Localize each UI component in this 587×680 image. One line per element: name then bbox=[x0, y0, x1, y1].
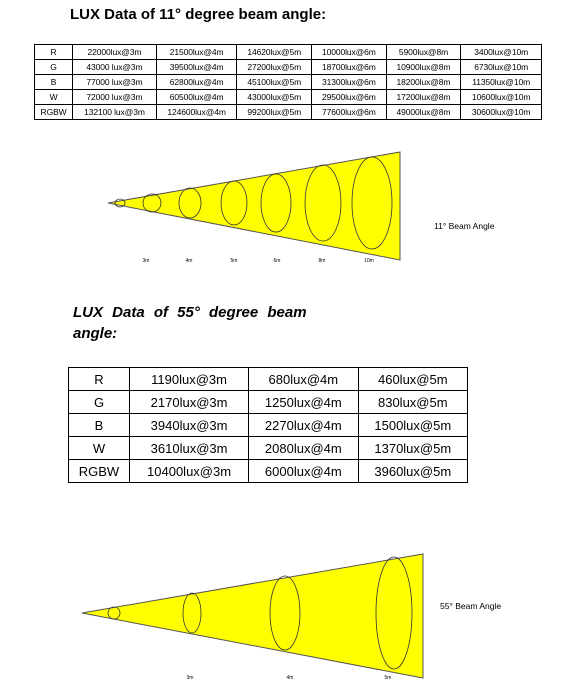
lux-table-55-degree bbox=[68, 367, 468, 483]
lux-value-cell: 1370lux@5m bbox=[358, 437, 467, 460]
lux-table-55-body bbox=[69, 368, 468, 483]
table-row bbox=[69, 368, 468, 391]
beam-label-11: 11° Beam Angle bbox=[434, 221, 495, 231]
lux-value-cell: 460lux@5m bbox=[358, 368, 467, 391]
beam-cone-55 bbox=[82, 554, 423, 678]
distance-label: 3m bbox=[142, 258, 150, 264]
distance-label: 4m bbox=[286, 675, 294, 680]
table-row bbox=[69, 391, 468, 414]
lux-value-cell: 3940lux@3m bbox=[130, 414, 249, 437]
lux-value-cell: 29500lux@6m bbox=[312, 90, 387, 105]
lux-table-11-body bbox=[35, 45, 542, 120]
lux-value-cell: 124600lux@4m bbox=[156, 105, 237, 120]
table-row bbox=[35, 60, 542, 75]
lux-value-cell: 17200lux@8m bbox=[386, 90, 461, 105]
lux-value-cell: 2080lux@4m bbox=[249, 437, 358, 460]
table-row bbox=[69, 437, 468, 460]
lux-value-cell: 27200lux@5m bbox=[237, 60, 312, 75]
beam-label-55: 55° Beam Angle bbox=[440, 601, 502, 611]
beam-diagram-55-degree bbox=[0, 545, 587, 680]
table-row bbox=[69, 414, 468, 437]
lux-value-cell: 2170lux@3m bbox=[130, 391, 249, 414]
row-label-cell: B bbox=[69, 414, 130, 437]
distance-label: 4m bbox=[185, 258, 193, 264]
distance-label: 6m bbox=[273, 258, 281, 264]
lux-value-cell: 62800lux@4m bbox=[156, 75, 237, 90]
lux-value-cell: 72000 lux@3m bbox=[73, 90, 157, 105]
lux-value-cell: 14620lux@5m bbox=[237, 45, 312, 60]
lux-value-cell: 31300lux@6m bbox=[312, 75, 387, 90]
lux-value-cell: 830lux@5m bbox=[358, 391, 467, 414]
row-label-cell: W bbox=[69, 437, 130, 460]
lux-value-cell: 680lux@4m bbox=[249, 368, 358, 391]
lux-value-cell: 60500lux@4m bbox=[156, 90, 237, 105]
table-row bbox=[69, 460, 468, 483]
table-row bbox=[35, 45, 542, 60]
row-label-cell: RGBW bbox=[69, 460, 130, 483]
row-label-cell: R bbox=[69, 368, 130, 391]
lux-value-cell: 1500lux@5m bbox=[358, 414, 467, 437]
lux-value-cell: 77000 lux@3m bbox=[73, 75, 157, 90]
lux-value-cell: 18700lux@6m bbox=[312, 60, 387, 75]
lux-value-cell: 10600lux@10m bbox=[461, 90, 542, 105]
lux-value-cell: 10000lux@6m bbox=[312, 45, 387, 60]
lux-value-cell: 77600lux@6m bbox=[312, 105, 387, 120]
lux-value-cell: 6730lux@10m bbox=[461, 60, 542, 75]
lux-value-cell: 21500lux@4m bbox=[156, 45, 237, 60]
lux-value-cell: 39500lux@4m bbox=[156, 60, 237, 75]
lux-value-cell: 3960lux@5m bbox=[358, 460, 467, 483]
row-label-cell: R bbox=[35, 45, 73, 60]
lux-value-cell: 30600lux@10m bbox=[461, 105, 542, 120]
lux-value-cell: 43000 lux@3m bbox=[73, 60, 157, 75]
row-label-cell: W bbox=[35, 90, 73, 105]
lux-value-cell: 6000lux@4m bbox=[249, 460, 358, 483]
lux-value-cell: 43000lux@5m bbox=[237, 90, 312, 105]
lux-value-cell: 10400lux@3m bbox=[130, 460, 249, 483]
distance-label: 8m bbox=[318, 258, 326, 264]
lux-value-cell: 2270lux@4m bbox=[249, 414, 358, 437]
lux-value-cell: 132100 lux@3m bbox=[73, 105, 157, 120]
table-row bbox=[35, 105, 542, 120]
distance-label: 5m bbox=[384, 675, 392, 680]
lux-value-cell: 1250lux@4m bbox=[249, 391, 358, 414]
lux-value-cell: 5900lux@8m bbox=[386, 45, 461, 60]
lux-value-cell: 18200lux@8m bbox=[386, 75, 461, 90]
title-55-degree: LUX Data of 55° degree beam angle: bbox=[73, 304, 307, 342]
distance-label: 10m bbox=[364, 258, 374, 264]
lux-value-cell: 3610lux@3m bbox=[130, 437, 249, 460]
row-label-cell: B bbox=[35, 75, 73, 90]
beam-diagram-11-degree bbox=[0, 140, 587, 270]
table-row bbox=[35, 75, 542, 90]
row-label-cell: G bbox=[35, 60, 73, 75]
lux-value-cell: 1190lux@3m bbox=[130, 368, 249, 391]
distance-label: 3m bbox=[186, 675, 194, 680]
lux-value-cell: 22000lux@3m bbox=[73, 45, 157, 60]
distance-label: 5m bbox=[230, 258, 238, 264]
beam-cone-11 bbox=[108, 152, 400, 260]
lux-value-cell: 11350lux@10m bbox=[461, 75, 542, 90]
row-label-cell: G bbox=[69, 391, 130, 414]
lux-value-cell: 99200lux@5m bbox=[237, 105, 312, 120]
title-11-degree: LUX Data of 11° degree beam angle: bbox=[70, 6, 327, 23]
lux-value-cell: 10900lux@8m bbox=[386, 60, 461, 75]
lux-value-cell: 45100lux@5m bbox=[237, 75, 312, 90]
table-row bbox=[35, 90, 542, 105]
lux-value-cell: 49000lux@8m bbox=[386, 105, 461, 120]
lux-table-11-degree bbox=[34, 44, 542, 120]
row-label-cell: RGBW bbox=[35, 105, 73, 120]
lux-value-cell: 3400lux@10m bbox=[461, 45, 542, 60]
